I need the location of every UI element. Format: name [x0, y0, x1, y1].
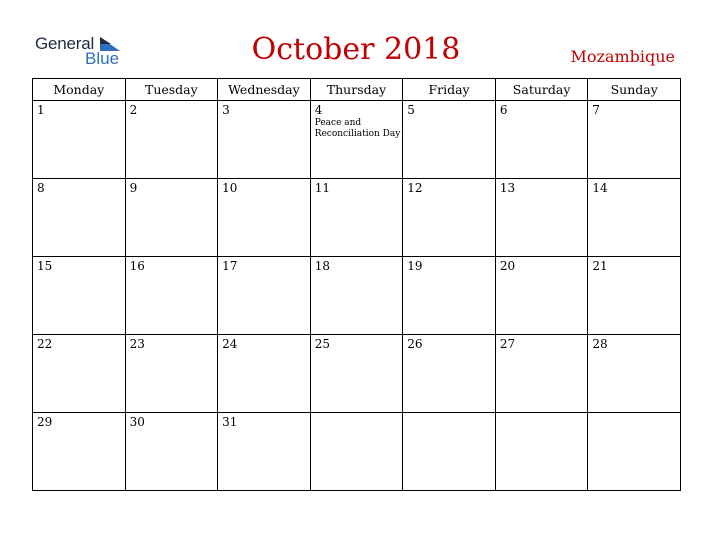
day-cell [125, 101, 218, 179]
holiday-label [218, 273, 310, 274]
day-number: 4 [314, 103, 323, 117]
day-number: 6 [499, 103, 508, 117]
day-cell [495, 179, 588, 257]
day-cell [403, 101, 496, 179]
holiday-label [218, 429, 310, 430]
holiday-label [403, 351, 495, 352]
day-cell [310, 257, 403, 335]
day-cell [310, 179, 403, 257]
holiday-label [33, 351, 125, 352]
day-number: 17 [222, 259, 238, 273]
day-number: 28 [592, 337, 608, 351]
week-row [33, 413, 681, 491]
holiday-label [126, 195, 218, 196]
logo-text-blue: Blue [85, 49, 120, 68]
day-number: 30 [129, 415, 145, 429]
day-cell [495, 335, 588, 413]
holiday-label [126, 117, 218, 118]
day-number: 15 [37, 259, 53, 273]
holiday-label [33, 195, 125, 196]
holiday-label [496, 273, 588, 274]
day-cell [588, 179, 681, 257]
day-number: 31 [222, 415, 238, 429]
holiday-label [311, 415, 403, 416]
holiday-label [403, 117, 495, 118]
day-cell [310, 413, 403, 491]
holiday-label [403, 415, 495, 416]
day-cell [33, 335, 126, 413]
holiday-label [496, 117, 588, 118]
holiday-label [496, 195, 588, 196]
weekday-header: Tuesday [125, 79, 218, 101]
day-cell [588, 335, 681, 413]
day-number: 12 [407, 181, 423, 195]
day-number: 14 [592, 181, 608, 195]
day-cell [125, 335, 218, 413]
day-number: 2 [129, 103, 138, 117]
week-row [33, 101, 681, 179]
day-cell [403, 179, 496, 257]
holiday-label [218, 195, 310, 196]
day-cell [33, 413, 126, 491]
day-cell [588, 257, 681, 335]
country-name: Mozambique [570, 47, 675, 66]
day-number: 9 [129, 181, 138, 195]
holiday-label [311, 195, 403, 196]
day-number: 25 [314, 337, 330, 351]
day-cell [125, 257, 218, 335]
day-cell [310, 335, 403, 413]
day-cell [495, 413, 588, 491]
calendar-grid [32, 78, 681, 491]
holiday-label [218, 117, 310, 118]
holiday-label [218, 351, 310, 352]
day-cell [588, 413, 681, 491]
weekday-header-row [33, 79, 681, 101]
day-cell [403, 335, 496, 413]
weekday-header: Saturday [495, 79, 588, 101]
holiday-label: Peace and Reconciliation Day [314, 118, 401, 139]
day-number: 24 [222, 337, 238, 351]
day-cell [495, 257, 588, 335]
holiday-label [33, 117, 125, 118]
logo-text-general: General [35, 34, 95, 53]
day-cell [403, 413, 496, 491]
day-number: 1 [37, 103, 45, 117]
holiday-label [33, 273, 125, 274]
day-number: 16 [129, 259, 145, 273]
day-cell [218, 101, 311, 179]
holiday-label [311, 273, 403, 274]
day-cell [310, 101, 403, 179]
day-cell [588, 101, 681, 179]
day-number: 7 [592, 103, 601, 117]
holiday-label [496, 351, 588, 352]
week-row [33, 257, 681, 335]
day-number: 11 [314, 181, 330, 195]
day-number: 5 [407, 103, 415, 117]
day-number: 27 [499, 337, 516, 351]
day-number: 18 [314, 259, 330, 273]
day-cell [33, 101, 126, 179]
day-number: 13 [499, 181, 516, 195]
weekday-header: Monday [33, 79, 126, 101]
holiday-label [126, 429, 218, 430]
week-row [33, 335, 681, 413]
day-cell [218, 179, 311, 257]
day-cell [403, 257, 496, 335]
weekday-header: Thursday [310, 79, 403, 101]
holiday-label [126, 273, 218, 274]
week-row [33, 179, 681, 257]
day-cell [495, 101, 588, 179]
holiday-label [496, 415, 588, 416]
day-cell [33, 179, 126, 257]
weekday-header: Sunday [588, 79, 681, 101]
weekday-header: Wednesday [218, 79, 311, 101]
weekday-header: Friday [403, 79, 496, 101]
calendar-title: October 2018 [251, 32, 461, 67]
day-number: 19 [407, 259, 423, 273]
day-number: 20 [499, 259, 516, 273]
day-cell [218, 413, 311, 491]
day-cell [218, 257, 311, 335]
day-cell [33, 257, 126, 335]
holiday-label [588, 415, 680, 416]
day-cell [125, 413, 218, 491]
day-cell [218, 335, 311, 413]
holiday-label [588, 117, 680, 118]
holiday-label [126, 351, 218, 352]
holiday-label [33, 429, 125, 430]
day-number: 22 [37, 337, 53, 351]
day-number: 26 [407, 337, 423, 351]
day-cell [125, 179, 218, 257]
day-number: 8 [37, 181, 45, 195]
holiday-label [403, 195, 495, 196]
holiday-label [588, 351, 680, 352]
holiday-label [588, 195, 680, 196]
day-number: 23 [129, 337, 145, 351]
day-number: 10 [222, 181, 238, 195]
holiday-label [588, 273, 680, 274]
day-number: 29 [37, 415, 53, 429]
day-number: 21 [592, 259, 608, 273]
holiday-label [311, 351, 403, 352]
day-number: 3 [222, 103, 230, 117]
holiday-label [403, 273, 495, 274]
